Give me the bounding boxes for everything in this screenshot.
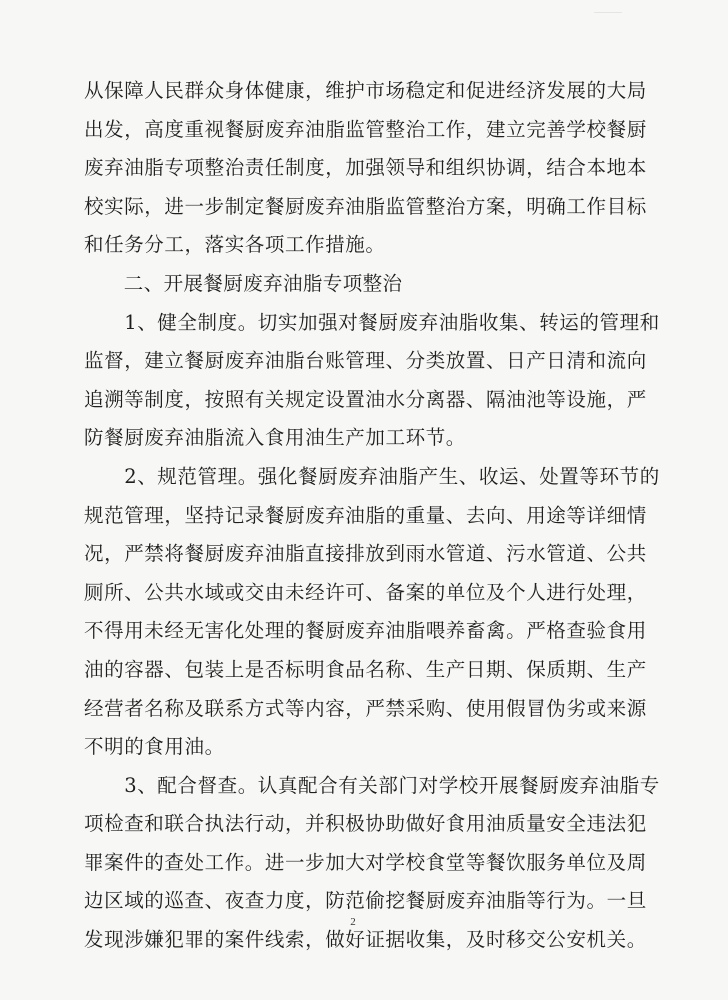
text-line: 和任务分工，落实各项工作措施。 xyxy=(84,233,386,257)
page-number: 2 xyxy=(350,916,356,928)
text-line: 校实际，进一步制定餐厨废弃油脂监管整治方案，明确工作目标 xyxy=(84,194,647,218)
text-line: 出发，高度重视餐厨废弃油脂监管整治工作，建立完善学校餐厨 xyxy=(84,117,647,141)
text-line: 罪案件的查处工作。进一步加大对学校食堂等餐饮服务单位及周 xyxy=(84,850,647,874)
text-line: 从保障人民群众身体健康，维护市场稳定和促进经济发展的大局 xyxy=(84,79,647,102)
text-line: 边区域的巡查、夜查力度，防范偷挖餐厨废弃油脂等行为。一旦 xyxy=(84,889,647,913)
text-line: 况，严禁将餐厨废弃油脂直接排放到雨水管道、污水管道、公共 xyxy=(84,542,647,566)
scan-mark xyxy=(594,0,622,13)
body-text xyxy=(84,72,660,960)
text-line: 不明的食用油。 xyxy=(84,735,225,759)
text-line: 3、配合督查。认真配合有关部门对学校开展餐厨废弃油脂专 xyxy=(84,773,660,797)
text-line: 不得用未经无害化处理的餐厨废弃油脂喂养畜禽。严格查验食用 xyxy=(84,619,647,643)
text-line: 发现涉嫌犯罪的案件线索，做好证据收集，及时移交公安机关。 xyxy=(84,928,647,952)
text-line: 监督，建立餐厨废弃油脂台账管理、分类放置、日产日清和流向 xyxy=(84,349,647,373)
text-line: 1、健全制度。切实加强对餐厨废弃油脂收集、转运的管理和 xyxy=(84,310,660,334)
text-line: 经营者名称及联系方式等内容，严禁采购、使用假冒伪劣或来源 xyxy=(84,696,647,720)
text-line: 项检查和联合执法行动，并积极协助做好食用油质量安全违法犯 xyxy=(84,812,647,836)
text-line: 规范管理，坚持记录餐厨废弃油脂的重量、去向、用途等详细情 xyxy=(84,503,647,527)
text-line: 废弃油脂专项整治责任制度，加强领导和组织协调，结合本地本 xyxy=(84,156,647,180)
text-line: 防餐厨废弃油脂流入食用油生产加工环节。 xyxy=(84,426,466,450)
text-line: 2、规范管理。强化餐厨废弃油脂产生、收运、处置等环节的 xyxy=(84,464,660,488)
section-heading: 二、开展餐厨废弃油脂专项整治 xyxy=(84,271,403,295)
text-line: 厕所、公共水域或交由未经许可、备案的单位及个人进行处理， xyxy=(84,580,647,604)
text-line: 追溯等制度，按照有关规定设置油水分离器、隔油池等设施，严 xyxy=(84,387,647,411)
text-line: 油的容器、包装上是否标明食品名称、生产日期、保质期、生产 xyxy=(84,657,647,681)
